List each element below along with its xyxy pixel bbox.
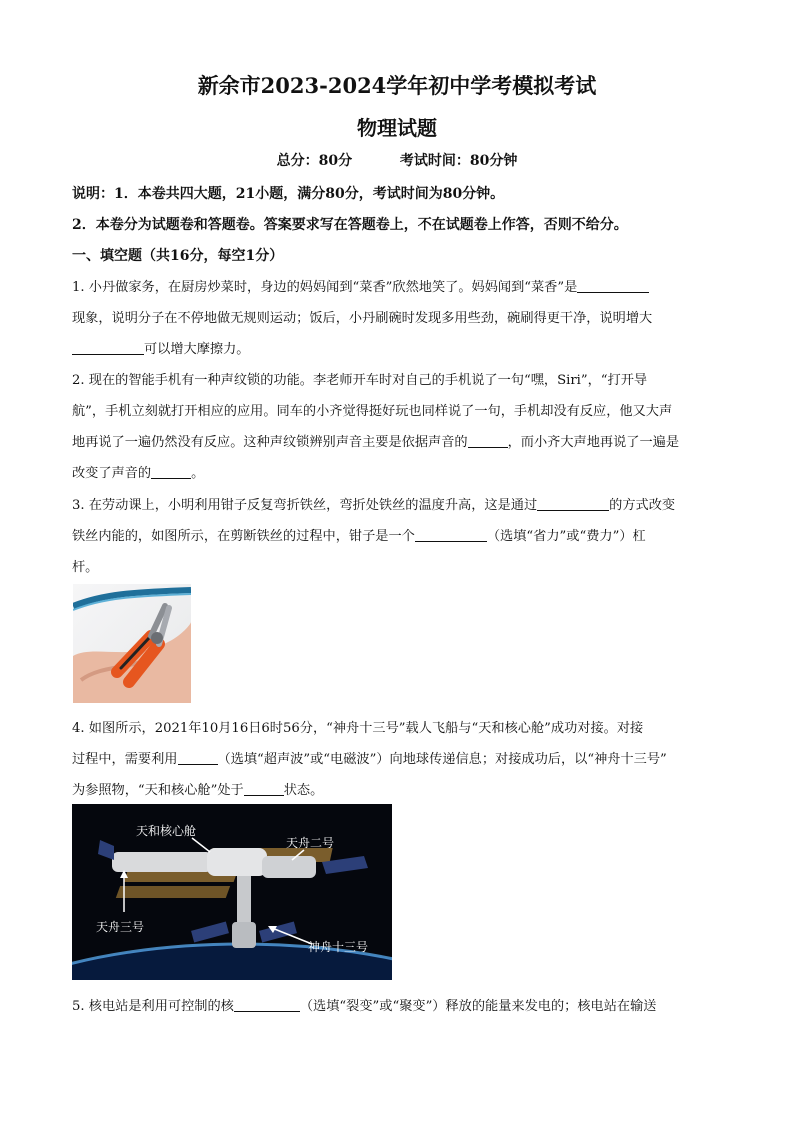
exam-time: 考试时间：80分钟	[399, 153, 518, 169]
answer-blank	[151, 464, 191, 479]
pliers-image	[73, 584, 191, 703]
label-tianzhou-2: 天舟二号	[286, 836, 335, 850]
q4-line-2: 过程中，需要利用 （选填“超声波”或“电磁波”）向地球传递信息；对接成功后，以“神舟十三号”	[72, 752, 667, 767]
q3-line-1: 3. 在劳动课上，小明利用钳子反复弯折铁丝，弯折处铁丝的温度升高，这是通过 的方式改变	[72, 498, 676, 513]
q2-line-2: 航”，手机立刻就打开相应的应用。同车的小齐觉得挺好玩也同样说了一句，手机却没有反应，他又大声	[72, 404, 673, 419]
subject-title: 物理试题	[357, 116, 437, 140]
q4-line-3: 为参照物，“天和核心舱”处于 状态。	[72, 783, 324, 798]
exam-title: 新余市2023-2024学年初中学考模拟考试	[197, 73, 597, 98]
space-station-image	[72, 804, 392, 980]
answer-blank	[577, 278, 649, 293]
q4-line-1: 4. 如图所示，2021年10月16日6时56分，“神舟十三号”载人飞船与“天和核心舱”成功对接。对接	[72, 721, 644, 736]
q5-line-1: 5. 核电站是利用可控制的核 （选填“裂变”或“聚变”）释放的能量来发电的；核电站在输送	[72, 999, 657, 1014]
answer-blank	[415, 527, 487, 542]
q1-line-2: 现象，说明分子在不停地做无规则运动；饭后，小丹刷碗时发现多用些劲，碗刷得更干净，说明增大	[72, 311, 653, 326]
score-time-line	[0, 150, 794, 170]
answer-blank	[244, 781, 284, 796]
q3-line-2: 铁丝内能的，如图所示，在剪断铁丝的过程中，钳子是一个 （选填“省力”或“费力”）杠	[72, 529, 646, 544]
answer-blank	[178, 750, 218, 765]
section-heading: 一、填空题（共16分，每空1分）	[72, 248, 284, 264]
instruction-2: 2．本卷分为试题卷和答题卷。答案要求写在答题卷上，不在试题卷上作答，否则不给分。	[72, 217, 628, 233]
answer-blank	[537, 496, 609, 511]
instruction-1: 说明：1．本卷共四大题，21小题，满分80分，考试时间为80分钟。	[72, 186, 505, 202]
pliers-illustration	[73, 584, 191, 703]
answer-blank	[72, 340, 144, 355]
q1-line-1: 1. 小丹做家务，在厨房炒菜时，身边的妈妈闻到“菜香”欣然地笑了。妈妈闻到“菜香”是	[72, 276, 722, 295]
answer-blank	[234, 997, 300, 1012]
label-tianzhou-3: 天舟三号	[96, 920, 145, 934]
total-score: 总分：80分	[276, 153, 353, 169]
q2-line-1: 2. 现在的智能手机有一种声纹锁的功能。李老师开车时对自己的手机说了一句“嘿，Siri”，“打开导	[72, 373, 648, 388]
q3-line-3: 杆。	[72, 560, 99, 575]
q1-line-3: 可以增大摩擦力。	[72, 338, 722, 357]
label-shenzhou-13: 神舟十三号	[308, 940, 369, 954]
q2-line-3: 地再说了一遍仍然没有反应。这种声纹锁辨别声音主要是依据声音的 ，而小齐大声地再说了一遍是	[72, 435, 680, 450]
answer-blank	[468, 433, 508, 448]
q2-line-4: 改变了声音的 。	[72, 466, 205, 481]
label-tianhe-core: 天和核心舱	[136, 824, 197, 838]
